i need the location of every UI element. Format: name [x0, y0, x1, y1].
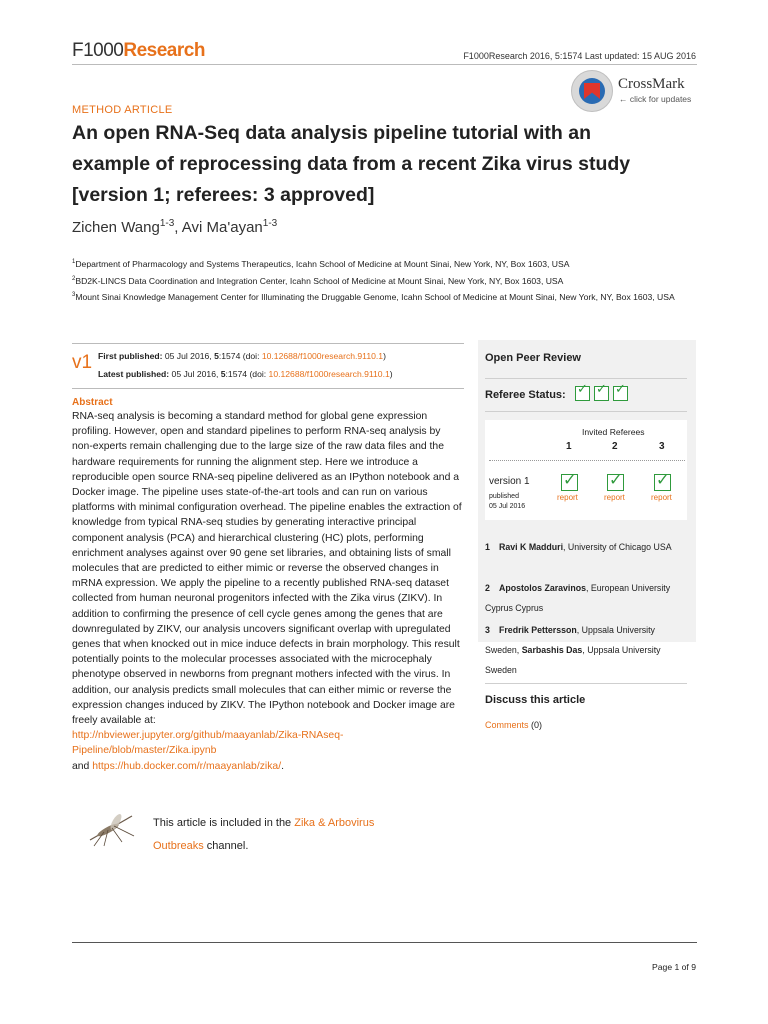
crossmark-icon	[571, 70, 613, 112]
header-divider	[72, 64, 697, 65]
docker-link[interactable]: https://hub.docker.com/r/maayanlab/zika/	[92, 760, 282, 772]
affiliation: $^3$Mount Sinai Knowledge Management Center for Illuminating the Druggable Genome, Icahn School of Medicine at Mount Sinai, New York, NY, Box 1603, USA	[72, 291, 675, 302]
article-type: METHOD ARTICLE	[72, 104, 173, 116]
author-name[interactable]: Zichen Wang	[72, 219, 160, 236]
report-link[interactable]: report	[557, 493, 578, 502]
approved-check-icon	[575, 386, 590, 401]
approved-check-icon	[561, 474, 578, 491]
open-peer-review-heading: Open Peer Review	[485, 352, 581, 364]
author-list: Zichen Wang$^{1-3}$, Avi Ma'ayan$^{1-3}$	[72, 218, 278, 236]
approved-check-icon	[607, 474, 624, 491]
approved-check-icon	[654, 474, 671, 491]
referee-entry: 1 Ravi K Madduri, University of Chicago USA	[485, 542, 672, 552]
affiliation: $^2$BD2K-LINCS Data Coordination and Integration Center, Icahn School of Medicine at Mount Sinai, New York, NY, Box 1603, USA	[72, 275, 564, 286]
doi-link[interactable]: 10.12688/f1000research.9110.1	[268, 369, 390, 379]
section-divider	[72, 343, 464, 344]
version-1-label: version 1	[489, 476, 530, 487]
discuss-heading: Discuss this article	[485, 694, 586, 706]
invited-referees-label: Invited Referees	[582, 427, 645, 437]
approved-check-icon	[594, 386, 609, 401]
referee-status: Referee Status:	[485, 389, 566, 401]
report-link[interactable]: report	[651, 493, 672, 502]
notebook-link[interactable]: http://nbviewer.jupyter.org/github/maayanlab/Zika-RNAseq-Pipeline/blob/master/Zika.ipynb	[72, 730, 344, 757]
referee-entry: 2 Apostolos Zaravinos, European University Cyprus Cyprus	[485, 583, 671, 613]
crossmark-subtitle: ← click for updates	[619, 94, 692, 104]
crossmark-badge[interactable]	[571, 70, 697, 114]
author-name[interactable]: Avi Ma'ayan	[181, 219, 263, 236]
comments-count: Comments (0)	[485, 720, 543, 730]
approved-check-icon	[613, 386, 628, 401]
article-title: An open RNA-Seq data analysis pipeline tutorial with an example of reprocessing data from a recent Zika virus study [version 1; referees: 3 approved]	[72, 122, 631, 206]
latest-published: Latest published: 05 Jul 2016, 5:1574 (doi: 10.12688/f1000research.9110.1)	[98, 369, 393, 379]
journal-logo: F1000Research	[72, 40, 205, 61]
section-divider	[72, 388, 464, 389]
channel-link[interactable]: Outbreaks	[153, 840, 204, 852]
channel-note: This article is included in the Zika & Arbovirus Outbreaks channel.	[153, 817, 375, 852]
version-label: v1	[72, 352, 93, 373]
abstract-body: RNA-seq analysis is becoming a standard method for global gene expression profiling. However, open and standard pipelines to perform RNA-seq analysis by non-experts remain challenging due to the large size of the raw data files and the hardware requirements for running the alignment step. Here we introduce a reproducible open source RNA-seq pipeline delivered as an IPython notebook and a Docker image. The pipeline uses state-of-the-art tools and can run on various platforms with minimal configuration overhead. The pipeline enables the extraction of knowledge from typical RNA-seq studies by generating interactive principal component analysis (PCA) and hierarchical clustering (HC) plots, performing enrichment analyses against over 90 gene set libraries, and obtaining lists of small molecules that are predicted to either mimic or reverse the observed changes in mRNA expression. We apply the pipeline to a recently published RNA-seq dataset collected from human neuronal progenitors infected with the Zika virus (ZIKV). In addition to confirming the presence of cell cycle genes among the genes that are downregulated by ZIKV, our analysis uncovers significant overlap with upregulated genes that when knocked out in mice induce defects in brain morphology. This result potentially points to the molecular processes associated with the microcephaly phenotype observed in newborns from pregnant mothers infected with the virus. In addition, our analysis predicts small molecules that can either mimic or reverse the expression changes induced by ZIKV. The IPython notebook and Docker image are freely available at: http://nbviewer.jupyter.org/github/maayanlab/Zika-RNAseq-Pipeline/blob/master/Zika.ipynb and https://hub.docker.com/r/maayanlab/zika/.	[72, 411, 462, 772]
mosquito-icon	[86, 806, 138, 848]
citation-line: F1000Research 2016, 5:1574 Last updated: 15 AUG 2016	[463, 51, 696, 61]
doi-link[interactable]: 10.12688/f1000research.9110.1	[261, 351, 384, 361]
footer-divider	[72, 942, 697, 943]
report-link[interactable]: report	[604, 493, 625, 502]
crossmark-title: CrossMark	[618, 76, 685, 92]
page-number: Page 1 of 9	[652, 962, 696, 972]
first-published: First published: 05 Jul 2016, 5:1574 (doi: 10.12688/f1000research.9110.1)	[98, 351, 386, 361]
comments-link[interactable]: Comments	[485, 720, 529, 730]
referee-entry: 3 Fredrik Pettersson, Uppsala University Sweden, Sarbashis Das, Uppsala University Sweden	[485, 625, 661, 675]
abstract-heading: Abstract	[72, 397, 113, 408]
affiliation: $^1$Department of Pharmacology and Systems Therapeutics, Icahn School of Medicine at Mount Sinai, New York, NY, Box 1603, USA	[72, 258, 570, 269]
channel-link[interactable]: Zika & Arbovirus	[294, 817, 375, 829]
